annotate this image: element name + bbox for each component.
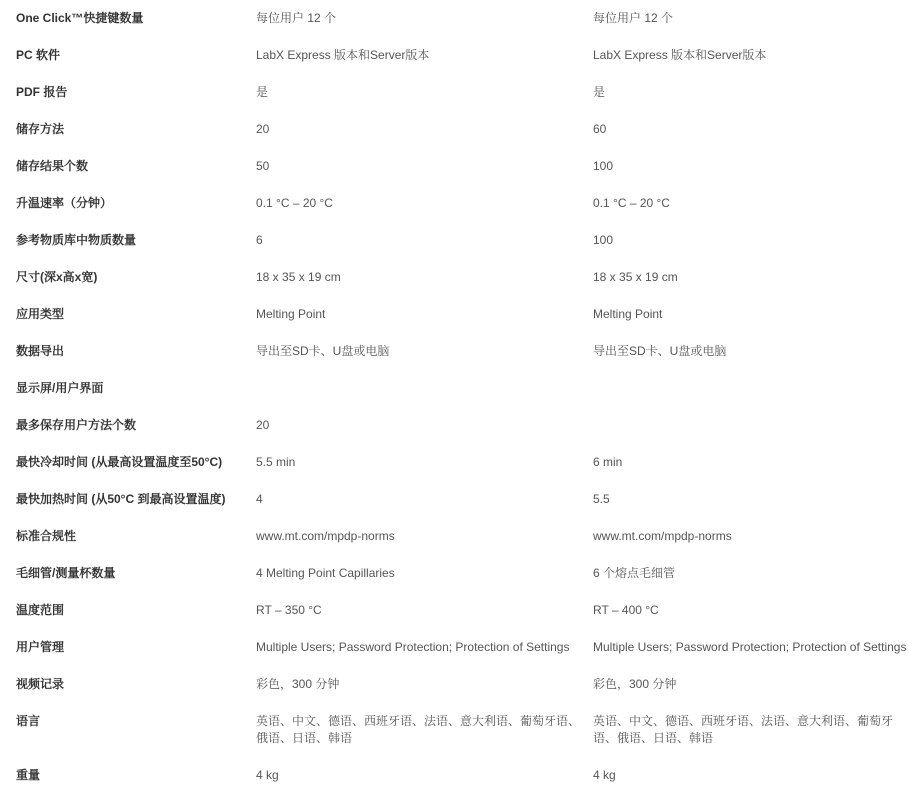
- row-label: 数据导出: [16, 344, 65, 358]
- model-1-value: 5.5 min: [256, 455, 296, 469]
- model-2-value: 18 x 35 x 19 cm: [593, 270, 678, 284]
- row-label: PC 软件: [16, 48, 61, 62]
- model-2-value: Melting Point: [593, 307, 663, 321]
- row-label: 毛细管/测量杯数量: [16, 566, 116, 580]
- model-1-value: [254, 373, 591, 410]
- row-label: PDF 报告: [16, 85, 68, 99]
- table-row: [0, 77, 909, 114]
- row-label: 显示屏/用户界面: [16, 381, 104, 395]
- table-row: [0, 373, 909, 410]
- table-row: [0, 632, 909, 669]
- row-label: 最快加热时间 (从50°C 到最高设置温度): [16, 492, 226, 506]
- row-label: 最快冷却时间 (从最高设置温度至50°C): [16, 455, 223, 469]
- row-label: 视频记录: [16, 677, 65, 691]
- model-2-value: 100: [593, 233, 614, 247]
- model-1-value: 4 Melting Point Capillaries: [256, 566, 395, 580]
- row-label: 标准合规性: [16, 529, 77, 543]
- model-2-value: www.mt.com/mpdp-norms: [593, 529, 732, 543]
- row-label: 储存结果个数: [16, 159, 89, 173]
- model-2-value: 60: [593, 122, 607, 136]
- row-label: 温度范围: [16, 603, 65, 617]
- model-1-value: 6: [256, 233, 263, 247]
- model-1-value: www.mt.com/mpdp-norms: [256, 529, 395, 543]
- model-1-value: 每位用户 12 个: [256, 11, 337, 25]
- table-row: [0, 595, 909, 632]
- model-1-value: 50: [256, 159, 270, 173]
- model-1-value: Multiple Users; Password Protection; Protection of Settings: [256, 640, 570, 654]
- model-2-value: 0.1 °C – 20 °C: [593, 196, 670, 210]
- model-2-value: 4 kg: [593, 768, 616, 782]
- row-label: 用户管理: [16, 640, 65, 654]
- table-row: [0, 558, 909, 595]
- model-2-value: [591, 410, 909, 447]
- row-label: 储存方法: [16, 122, 65, 136]
- row-label: 应用类型: [16, 307, 65, 321]
- table-row: [0, 114, 909, 151]
- model-1-value: 导出至SD卡、U盘或电脑: [256, 344, 390, 358]
- model-2-value: 5.5: [593, 492, 610, 506]
- row-label: 参考物质库中物质数量: [16, 233, 137, 247]
- model-2-value: 100: [593, 159, 614, 173]
- row-label: 语言: [16, 714, 41, 728]
- model-2-value: 英语、中文、德语、西班牙语、法语、意大利语、葡萄牙语、俄语、日语、韩语: [593, 714, 894, 745]
- model-2-value: 导出至SD卡、U盘或电脑: [593, 344, 727, 358]
- table-row: [0, 447, 909, 484]
- model-1-value: 彩色，300 分钟: [256, 677, 340, 691]
- model-1-value: 英语、中文、德语、西班牙语、法语、意大利语、葡萄牙语、俄语、日语、韩语: [256, 714, 581, 745]
- table-row: [0, 188, 909, 225]
- model-1-value: 18 x 35 x 19 cm: [256, 270, 341, 284]
- model-2-value: 是: [593, 85, 606, 99]
- model-1-value: Melting Point: [256, 307, 326, 321]
- model-2-value: RT – 400 °C: [593, 603, 659, 617]
- model-1-value: 是: [256, 85, 269, 99]
- table-row: [0, 299, 909, 336]
- table-row: [0, 262, 909, 299]
- model-1-value: 0.1 °C – 20 °C: [256, 196, 333, 210]
- row-label: 升温速率（分钟）: [16, 196, 113, 210]
- table-row: [0, 3, 909, 40]
- model-1-value: 20: [256, 418, 270, 432]
- table-row: [0, 484, 909, 521]
- table-row: [0, 706, 909, 760]
- table-row: [0, 225, 909, 262]
- row-label: 尺寸(深x高x宽): [16, 270, 98, 284]
- table-row: [0, 40, 909, 77]
- model-1-value: 20: [256, 122, 270, 136]
- model-2-value: LabX Express 版本和Server版本: [593, 48, 767, 62]
- model-2-value: 彩色，300 分钟: [593, 677, 677, 691]
- spec-table: [0, 3, 909, 797]
- table-row: [0, 410, 909, 447]
- table-row: [0, 760, 909, 797]
- model-2-value: 6 min: [593, 455, 623, 469]
- model-2-value: 每位用户 12 个: [593, 11, 674, 25]
- table-row: [0, 336, 909, 373]
- model-2-value: 6 个熔点毛细管: [593, 566, 676, 580]
- model-1-value: LabX Express 版本和Server版本: [256, 48, 430, 62]
- row-label: 重量: [16, 768, 41, 782]
- table-row: [0, 521, 909, 558]
- model-1-value: RT – 350 °C: [256, 603, 322, 617]
- table-row: [0, 151, 909, 188]
- table-row: [0, 669, 909, 706]
- model-1-value: 4 kg: [256, 768, 279, 782]
- row-label: One Click™快捷键数量: [16, 11, 144, 25]
- model-1-value: 4: [256, 492, 263, 506]
- model-2-value: Multiple Users; Password Protection; Protection of Settings: [593, 640, 907, 654]
- row-label: 最多保存用户方法个数: [16, 418, 137, 432]
- model-2-value: [591, 373, 909, 410]
